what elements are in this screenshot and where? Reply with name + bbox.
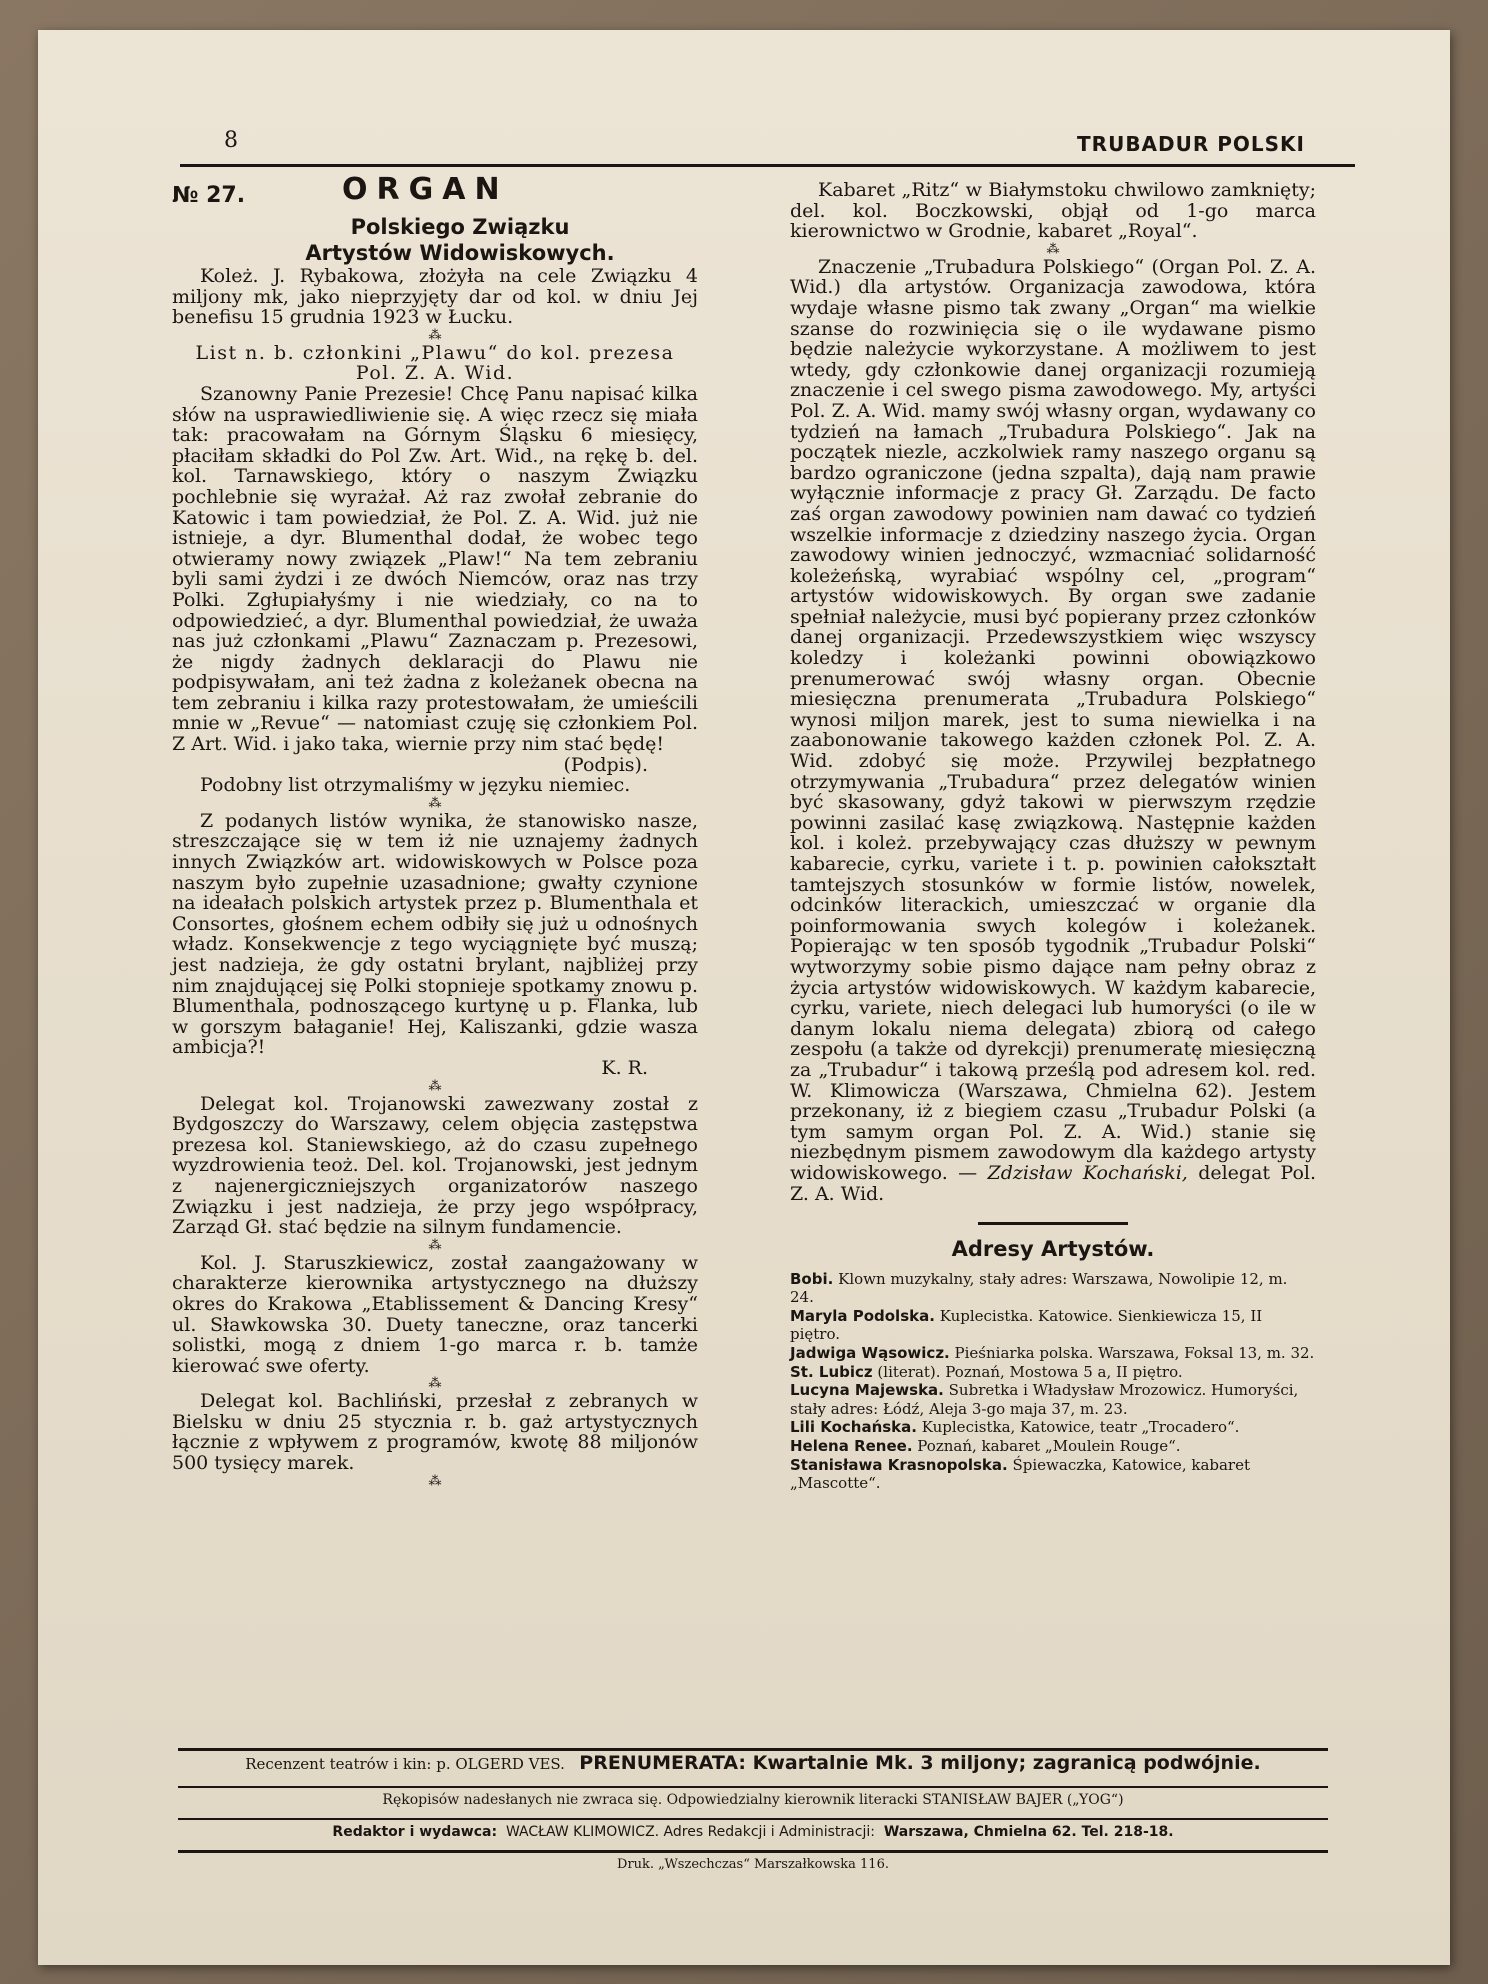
paragraph-commentary: Z podanych listów wynika, że stanowisko nasze, streszczające się w tem iż nie uznajemy żadnych innych Związków art. widowiskowych w Polsce poza naszym było zupełnie uzasadnione; gwałty czynione na ideałach polskich artystek przez p. Blumenthala et Consortes, głośnem echem odbiły się już u odnośnych władz. Konsekwencje z tego wyciągnięte być muszą; jest nadzieja, że gdy ostatni brylant, najbliżej przy nim znajdującej się Polki stopnieje spotkamy znowu p. Blumenthala, podnoszącego kurtynę u p. Flanka, lub w gorszym bałaganie! Hej, Kaliszanki, gdzie wasza ambicja?! [172,809,698,1059]
right-column [790,180,1316,1493]
footer-editor-address: Warszawa, Chmielna 62. Tel. 218-18. [883,1824,1174,1840]
footer-rule [178,1818,1328,1820]
separator: ⁂ [428,1376,442,1392]
footer-printer: Druk. „Wszechczas“ Marszałkowska 116. [617,1857,889,1872]
footer-manuscripts: Rękopisów nadesłanych nie zwraca się. Odpowiedzialny kierownik literacki STANISŁAW BAJER („YOG“) [382,1792,1124,1808]
address-entry [790,1344,1316,1363]
address-entry [790,1381,1316,1418]
address-text: Kuplecistka. Katowice. Sienkiewicza 15, II piętro. [790,1306,1263,1344]
address-text: Kuplecistka, Katowice, teatr „Trocadero“. [921,1418,1240,1437]
page-header [180,128,1355,167]
address-text: Subretka i Władysław Mrozowicz. Humoryści, stały adres: Łódź, Aleja 3-go maja 37, m. 23. [790,1381,1299,1418]
address-entry [790,1307,1316,1344]
footer-editor-label: Redaktor i wydawca: [332,1824,498,1840]
page-number: 8 [224,128,238,153]
address-entry [790,1363,1316,1382]
separator: ⁂ [428,327,442,343]
paragraph-znaczenie [790,257,1316,1204]
addresses-list [790,1270,1316,1493]
address-text: Śpiewaczka, Katowice, kabaret „Mascotte“. [790,1455,1251,1493]
footer-subscription: PRENUMERATA: Kwartalnie Mk. 3 miljony; zagranicą podwójnie. [579,1752,1261,1774]
separator: ⁂ [428,1078,442,1094]
address-entry [790,1270,1316,1307]
paragraph-ritz: Kabaret „Ritz“ w Białymstoku chwilowo zamknięty; del. kol. Boczkowski, objął od 1-go marca kierownictwo w Grodnie, kabaret „Royal“. [790,179,1316,243]
footer-editor-line [178,1824,1328,1840]
separator: ⁂ [1046,241,1060,257]
addresses-heading: Adresy Artystów. [951,1237,1155,1262]
address-name: Bobi. [790,1269,834,1288]
paper-name: TRUBADUR POLSKI [1077,132,1305,156]
address-text: Poznań, kabaret „Moulein Rouge“. [917,1437,1181,1456]
address-name: St. Lubicz [790,1362,873,1381]
footer-editor-text: WACŁAW KLIMOWICZ. Adres Redakcji i Administracji: [505,1824,875,1840]
footer-rule-top [178,1748,1328,1751]
commentary-signature: K. R. [601,1056,648,1079]
separator: ⁂ [428,1237,442,1253]
address-text: Pieśniarka polska. Warszawa, Foksal 13, m. 32. [954,1344,1315,1363]
section-divider [978,1222,1128,1225]
address-name: Maryla Podolska. [790,1306,935,1325]
paragraph-staruszkiewicz: Kol. J. Staruszkiewicz, został zaangażowany w charakterze kierownika artystycznego na dłuższy okres do Krakowa „Etablissement & Dancing Kresy“ ul. Sławkowska 30. Duety taneczne, oraz tancerki solistki, mogą z dniem 1-go marca r. b. tamże kierować swe oferty. [172,1251,698,1377]
address-entry [790,1456,1316,1493]
footer-reviewer: Recenzent teatrów i kin: p. OLGERD VES. [245,1755,565,1773]
section-title: ORGAN [342,172,509,207]
section-subtitle-1: Polskiego Związku [350,215,570,239]
paragraph-letter: Szanowny Panie Prezesie! Chcę Panu napisać kilka słów na usprawiedliwienie się. A więc rzecz się miała tak: pracowałam na Górnym Śląsku 6 miesięcy, płaciłam składki do Pol Zw. Art. Wid., na rękę b. del. kol. Tarnawskiego, który o naszym Związku pochlebnie się wyrażał. Aż raz zwołał zebranie do Katowic i tam powiedział, że Pol. Z. A. Wid. już nie istnieje, a dyr. Blumenthal dodał, że wobec tego otwieramy nowy związek „Plaw!“ Na tem zebraniu byli sami żydzi i ze dwóch Niemców, oraz nas trzy Polki. Zgłupiałyśmy i nie wiedziały, co na to odpowiedzieć, a dyr. Blumenthal powiedział, że uważa nas już członkami „Plawu“ Zaznaczam p. Prezesowi, że nigdy żadnych deklaracji do Plawu nie podpisywałam, ani też żadna z koleżanek obecna na tem zebraniu i kilka razy protestowałam, że umieścili mnie w „Revue“ — natomiast czuję się członkiem Pol. Z Art. Wid. i jako taka, wiernie przy nim stać będę! [172,382,698,756]
letter-signature: (Podpis). [563,753,648,776]
address-name: Stanisława Krasnopolska. [790,1455,1008,1474]
letter-title: List n. b. członkini „Plawu“ do kol. prezesa Pol. Z. A. Wid. [195,341,675,385]
title-row [172,172,698,214]
address-entry [790,1437,1316,1456]
address-text: (literat). Poznań, Mostowa 5 a, II piętro. [877,1362,1183,1381]
address-text: Klown muzykalny, stały adres: Warszawa, Nowolipie 12, m. 24. [790,1269,1288,1307]
footer-rule-bottom [178,1850,1328,1853]
footer-rule [178,1786,1328,1788]
paragraph-bachlinski: Delegat kol. Bachliński, przesłał z zebranych w Bielsku w dniu 25 stycznia r. b. gaż artystycznych łącznie z wpływem z programów, kwotę 88 miljonów 500 tysięcy marek. [172,1390,698,1475]
author-tail: delegat Pol. Z. A. Wid. [790,1161,1316,1205]
address-entry [790,1418,1316,1437]
separator: ⁂ [428,1473,442,1489]
author-name: Zdzisław Kochański, [987,1161,1188,1184]
footer-subscription-line [178,1752,1328,1774]
address-name: Lili Kochańska. [790,1418,917,1437]
paragraph-similar-letter: Podobny list otrzymaliśmy w języku niemiec. [200,774,631,797]
separator: ⁂ [428,795,442,811]
left-column [172,172,698,1489]
section-subtitle-2: Artystów Widowiskowych. [305,241,615,265]
address-name: Helena Renee. [790,1437,913,1456]
address-name: Lucyna Majewska. [790,1381,944,1400]
znaczenie-text: Znaczenie „Trubadura Polskiego“ (Organ Pol. Z. A. Wid.) dla artystów. Organizacja zawodowa, która wydaje własne pismo tak zwany „Organ“ ma wielkie szanse do rozwinięcia się o ile wydawane pismo będzie należycie wykorzystane. A możliwem to jest wtedy, gdy członkowie danej organizacji rozumieją znaczenie i cel swego pisma zawodowego. My, artyści Pol. Z. A. Wid. mamy swój własny organ, wydawany co tydzień na łamach „Trubadura Polskiego“. Jak na początek niezle, aczkolwiek ramy naszego organu są bardzo ograniczone (jedna szpalta), dają nam prawie wyłącznie informacje z pracy Gł. Zarządu. De facto zaś organ zawodowy powinien nam dawać co tydzień wszelkie informacje z dziedziny naszego życia. Organ zawodowy winien jednoczyć, wzmacniać solidarność koleżeńską, wyrabiać wspólny cel, „program“ artystów widowiskowych. By organ swe zadanie spełniał należycie, musi być popierany przez członków danej organizacji. Przedewszystkiem więc wszyscy koledzy i koleżanki powinni obowiązkowo prenumerować swój własny organ. Obecnie miesięczna prenumerata „Trubadura Polskiego“ wynosi miljon marek, jest to suma niewielka i na zaabonowanie takowego każden członek Pol. Z. A. Wid. zdobyć się może. Przywilej bezpłatnego otrzymywania „Trubadura“ przez delegatów winien być skasowany, gdyż takowi w pierwszym rzędzie powinni zasilać kasę związkową. Następnie każden kol. i koleż. przebywający czas dłuższy w pewnym kabarecie, cyrku, variete i t. p. powinien całokształt tamtejszych stosunków w formie listów, nowelek, odcinków literackich, umieszczać w organie dla poinformowania swych kolegów i koleżanek. Popierając w ten sposób tygodnik „Trubadur Polski“ wytworzymy sobie pismo dające nam pełny obraz z życia artystów widowiskowych. W każdym kabarecie, cyrku, variete, niech delegaci lub humoryści (o ile w danym lokalu niema delegata) zbiorą od całego zespołu (a także od dyrekcji) prenumeratę miesięczną za „Trubadur“ i takową prześlą pod adresem kol. red. W. Klimowicza (Warszawa, Chmielna 62). Jestem przekonany, iż z biegiem czasu „Trubadur Polski (a tym samym organ Pol. Z. A. Wid.) stanie się niezbędnym pismem zawodowym dla każdego artysty widowiskowego. — [790,255,1316,1184]
address-name: Jadwiga Wąsowicz. [790,1344,950,1363]
paragraph-trojanowski: Delegat kol. Trojanowski zawezwany został z Bydgoszczy do Warszawy, celem objęcia zastępstwa prezesa kol. Staniewskiego, aż do czasu zupełnego wyzdrowienia teoż. Del. kol. Trojanowski, jest jednym z najenergiczniejszych organizatorów naszego Związku i jest nadzieja, że przy jego współpracy, Zarząd Gł. stać będzie na silnym fundamencie. [172,1092,698,1239]
paragraph-rybakowa: Koleż. J. Rybakowa, złożyła na cele Związku 4 miljony mk, jako nieprzyjęty dar od kol. w dniu Jej benefisu 15 grudnia 1923 w Łucku. [172,265,698,329]
issue-number: № 27. [172,183,246,208]
